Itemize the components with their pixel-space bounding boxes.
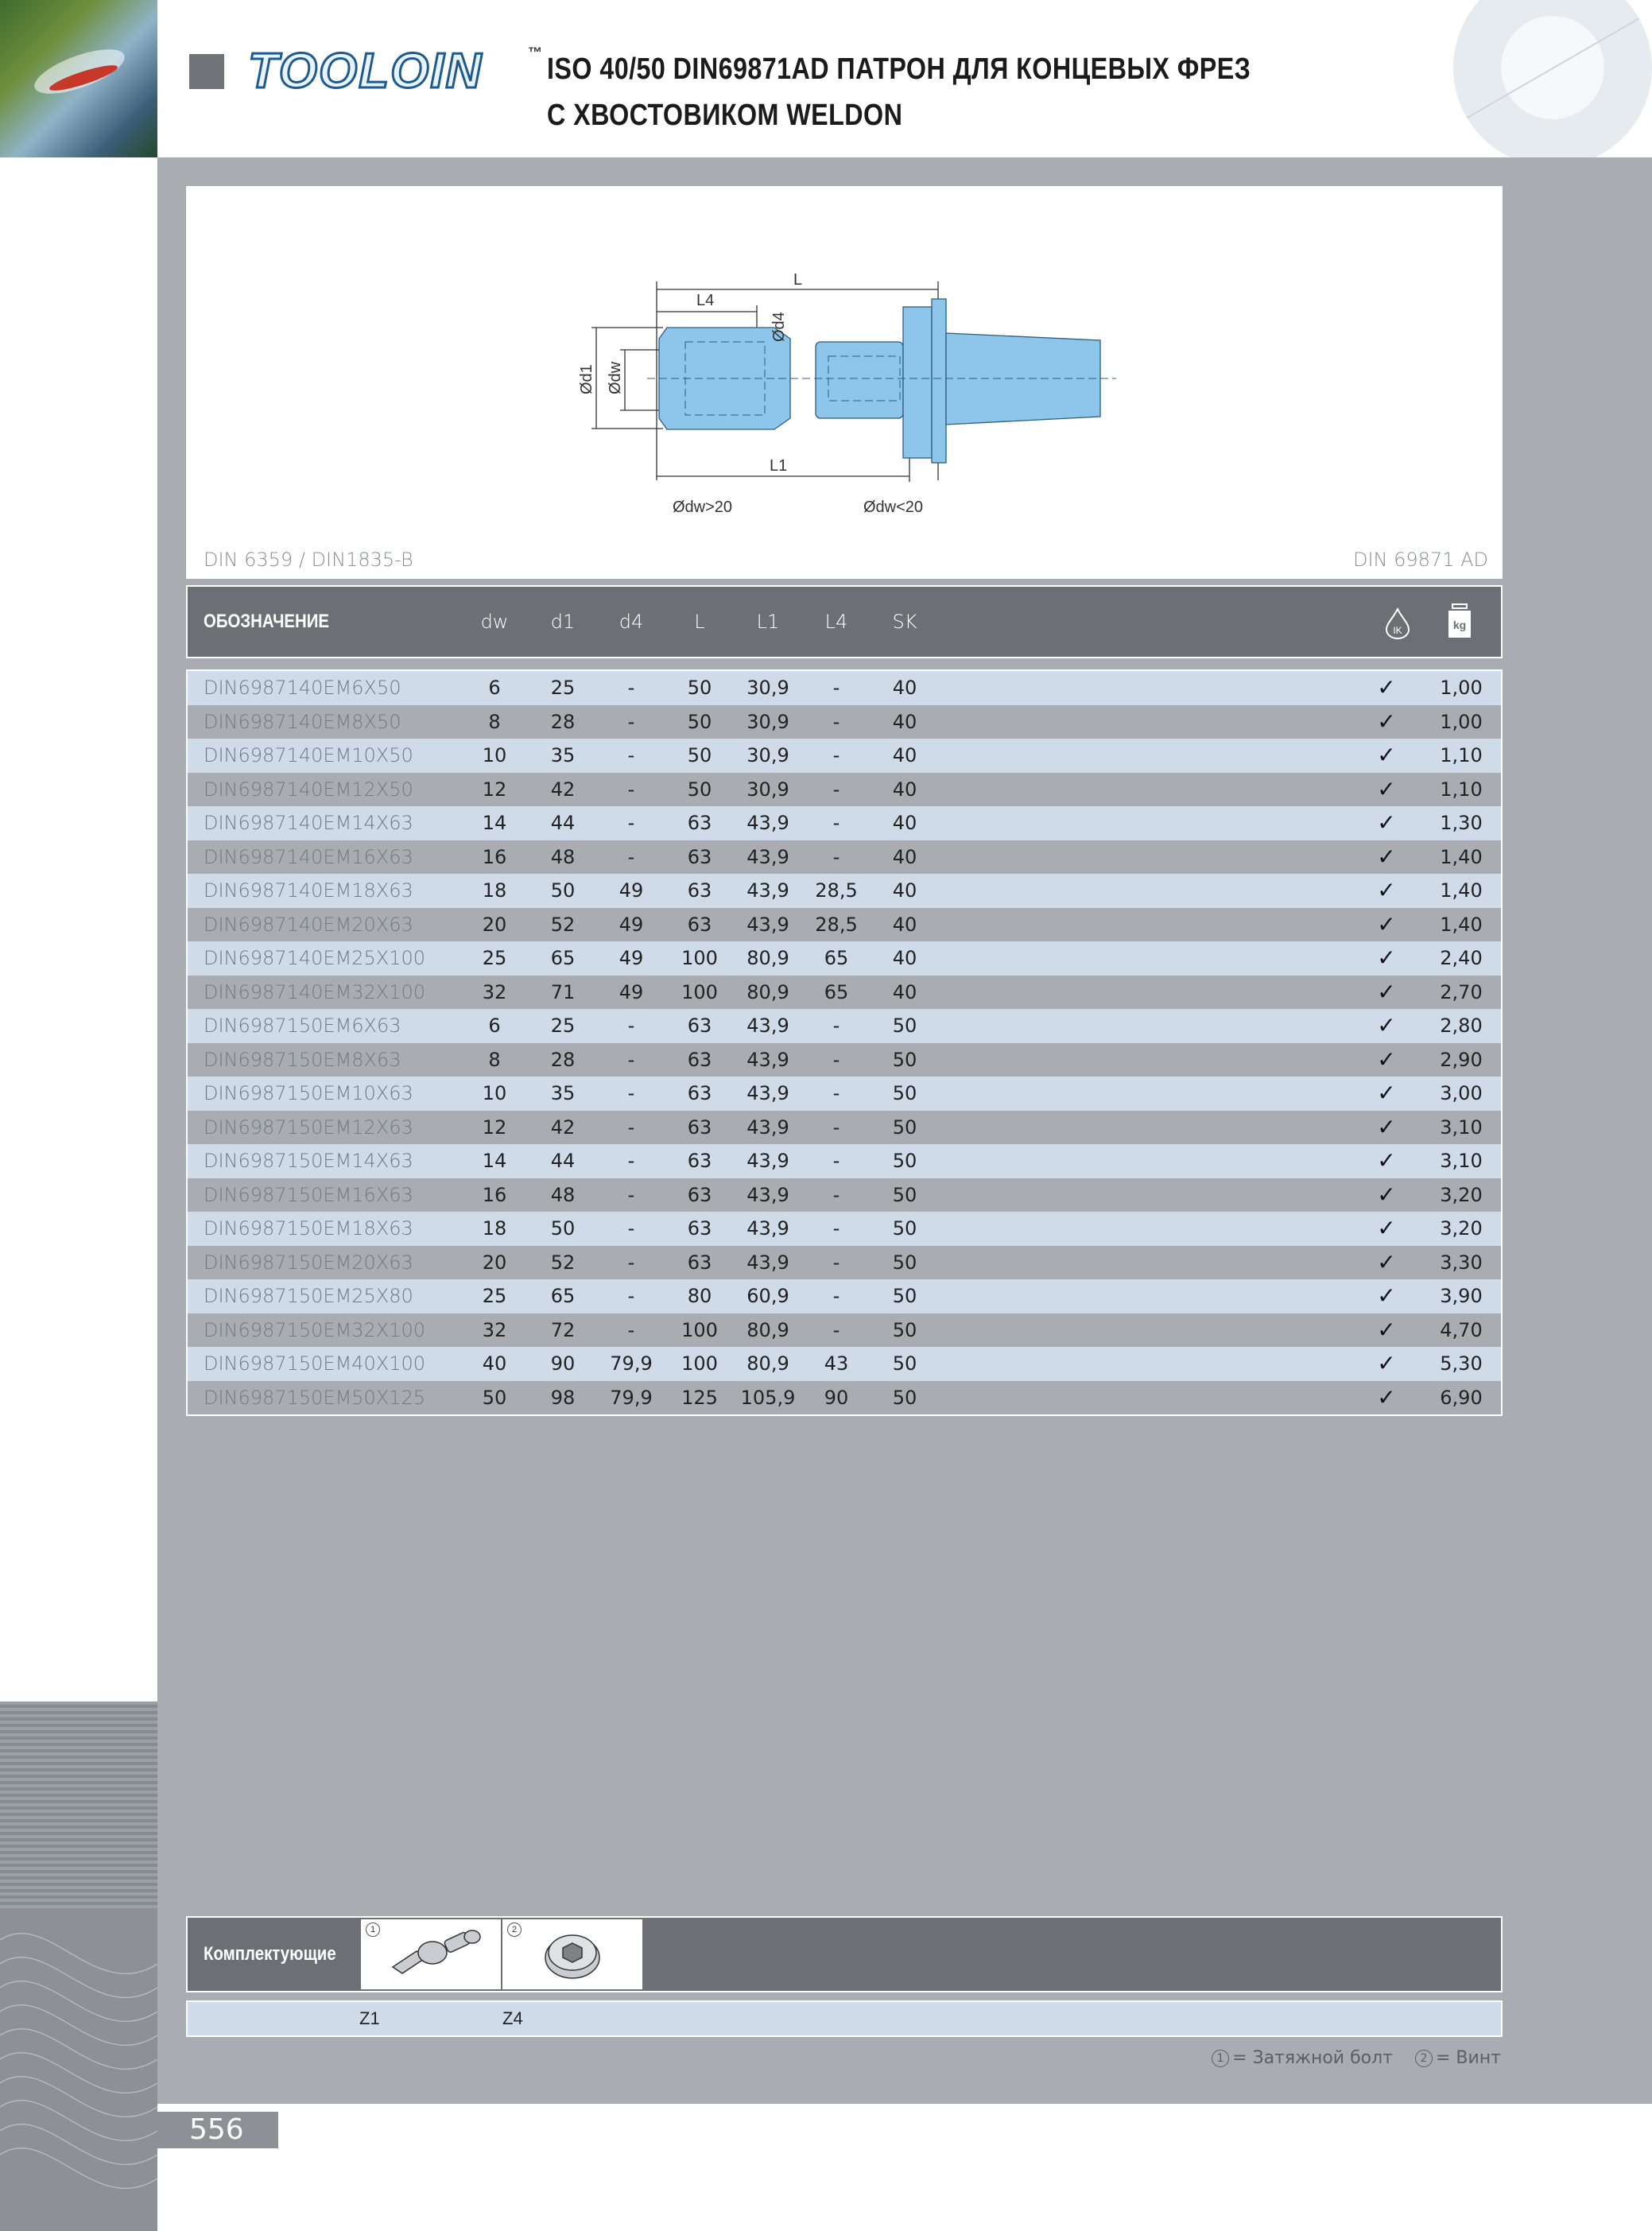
cell-l1: 43,9 — [747, 1183, 789, 1206]
cell-l1: 43,9 — [747, 913, 789, 936]
cell-designation: DIN6987140EM25X100 — [204, 947, 426, 969]
accessory-code-1: Z1 — [359, 2008, 380, 2028]
holder-flange — [903, 307, 932, 458]
cell-sk: 50 — [892, 1285, 917, 1307]
cell-l: 50 — [687, 778, 712, 801]
cell-l1: 43,9 — [747, 1082, 789, 1104]
drawing-label-dw-gt20: Ødw>20 — [673, 499, 733, 516]
cell-d4: - — [627, 1150, 635, 1172]
cell-l4: - — [832, 677, 840, 699]
cell-l1: 80,9 — [747, 980, 789, 1003]
cell-check: ✓ — [1377, 1383, 1396, 1410]
cell-l4: - — [832, 1015, 840, 1037]
drawing-label-L4: L4 — [696, 292, 715, 309]
cell-sk: 50 — [892, 1386, 917, 1409]
cell-check: ✓ — [1377, 1282, 1396, 1309]
table-row — [188, 1347, 1501, 1381]
cell-l1: 80,9 — [747, 1352, 789, 1375]
cell-dw: 8 — [488, 1048, 501, 1071]
cell-check: ✓ — [1377, 674, 1396, 700]
cell-l4: - — [832, 1217, 840, 1240]
accessories-label: Комплектующие — [204, 1943, 336, 1965]
column-header-SK: SK — [892, 611, 917, 633]
cell-designation: DIN6987150EM50X125 — [204, 1386, 426, 1409]
cell-l1: 30,9 — [747, 744, 789, 766]
cell-l: 50 — [687, 710, 712, 733]
cell-d4: - — [627, 1082, 635, 1104]
cell-l: 100 — [681, 947, 718, 969]
holder-drawing-svg — [186, 186, 1503, 579]
cell-l: 50 — [687, 744, 712, 766]
cell-sk: 40 — [892, 744, 917, 766]
legend-text-2: = Винт — [1435, 2048, 1501, 2068]
cell-d4: - — [627, 1318, 635, 1341]
cell-d4: - — [627, 1285, 635, 1307]
accessory-legend — [1212, 2048, 1501, 2068]
standard-right-label: DIN 69871 AD — [1352, 549, 1488, 571]
cell-designation: DIN6987150EM14X63 — [204, 1150, 413, 1172]
cell-check: ✓ — [1377, 1046, 1396, 1073]
column-header-L1: L1 — [756, 611, 780, 633]
cell-d4: - — [627, 710, 635, 733]
cell-l: 63 — [687, 1150, 712, 1172]
cell-designation: DIN6987150EM6X63 — [204, 1015, 401, 1037]
cell-kg: 1,40 — [1440, 879, 1483, 902]
table-row — [188, 806, 1501, 840]
column-header-L: L — [694, 611, 705, 633]
cell-kg: 1,00 — [1440, 677, 1483, 699]
legend-number-2: 2 — [1415, 2050, 1433, 2067]
cell-l1: 43,9 — [747, 1150, 789, 1172]
cell-l4: - — [832, 1285, 840, 1307]
cell-designation: DIN6987140EM18X63 — [204, 879, 413, 902]
cell-dw: 12 — [482, 1116, 507, 1139]
cell-kg: 4,70 — [1440, 1318, 1483, 1341]
cell-l4: - — [832, 845, 840, 868]
cell-dw: 32 — [482, 980, 507, 1003]
table-row — [188, 874, 1501, 908]
cell-designation: DIN6987140EM20X63 — [204, 913, 413, 936]
cell-sk: 50 — [892, 1217, 917, 1240]
cell-designation: DIN6987150EM18X63 — [204, 1217, 413, 1240]
cell-l4: 28,5 — [815, 879, 858, 902]
cell-d1: 65 — [550, 1285, 576, 1307]
column-header-dw: dw — [480, 611, 509, 633]
cell-d4: - — [627, 1183, 635, 1206]
table-row — [188, 941, 1501, 976]
cell-check: ✓ — [1377, 877, 1396, 903]
table-row — [188, 1279, 1501, 1313]
cell-kg: 3,90 — [1440, 1285, 1483, 1307]
cell-dw: 16 — [482, 845, 507, 868]
cell-sk: 50 — [892, 1116, 917, 1139]
cell-d4: 49 — [619, 913, 644, 936]
cell-sk: 40 — [892, 677, 917, 699]
cell-kg: 2,70 — [1440, 980, 1483, 1003]
cell-sk: 40 — [892, 812, 917, 834]
technical-drawing — [186, 186, 1503, 579]
cell-l4: - — [832, 1116, 840, 1139]
cell-l4: - — [832, 1183, 840, 1206]
accessories-panel — [186, 1916, 1503, 1992]
cell-l1: 43,9 — [747, 1015, 789, 1037]
table-row — [188, 739, 1501, 773]
cell-dw: 18 — [482, 879, 507, 902]
cell-l1: 30,9 — [747, 778, 789, 801]
cell-check: ✓ — [1377, 708, 1396, 735]
cell-l1: 105,9 — [740, 1386, 796, 1409]
drawing-label-L1: L1 — [770, 457, 788, 475]
cell-kg: 1,10 — [1440, 744, 1483, 766]
cell-check: ✓ — [1377, 1181, 1396, 1208]
accessory-slot-1 — [361, 1919, 502, 1989]
cell-d1: 48 — [550, 845, 576, 868]
cell-dw: 25 — [482, 947, 507, 969]
cell-dw: 6 — [488, 1015, 501, 1037]
cell-l4: - — [832, 1318, 840, 1341]
cell-l4: - — [832, 1251, 840, 1274]
cell-sk: 40 — [892, 980, 917, 1003]
cell-l: 63 — [687, 845, 712, 868]
legend-number-1: 1 — [1212, 2050, 1229, 2067]
cell-sk: 50 — [892, 1015, 917, 1037]
cell-sk: 40 — [892, 710, 917, 733]
cell-d4: 79,9 — [610, 1386, 653, 1409]
cell-l: 80 — [687, 1285, 712, 1307]
cell-d1: 48 — [550, 1183, 576, 1206]
coolant-icon — [1383, 607, 1412, 639]
cell-d1: 44 — [550, 812, 576, 834]
cell-sk: 40 — [892, 778, 917, 801]
cell-check: ✓ — [1377, 809, 1396, 836]
cell-check: ✓ — [1377, 1080, 1396, 1106]
drawing-label-d1: Ød1 — [578, 364, 595, 394]
table-row — [188, 1381, 1501, 1415]
cell-designation: DIN6987150EM20X63 — [204, 1251, 413, 1274]
cell-check: ✓ — [1377, 742, 1396, 768]
cell-check: ✓ — [1377, 1147, 1396, 1174]
cell-dw: 8 — [488, 710, 501, 733]
cell-l1: 30,9 — [747, 677, 789, 699]
cell-l1: 43,9 — [747, 845, 789, 868]
cell-l4: 43 — [824, 1352, 849, 1375]
table-row — [188, 976, 1501, 1010]
cell-d4: - — [627, 845, 635, 868]
cell-d4: 49 — [619, 879, 644, 902]
cell-d1: 90 — [550, 1352, 576, 1375]
header-square-marker — [189, 54, 224, 89]
cell-l1: 43,9 — [747, 1116, 789, 1139]
cell-l4: - — [832, 1048, 840, 1071]
cell-l: 63 — [687, 1251, 712, 1274]
cell-designation: DIN6987140EM8X50 — [204, 710, 401, 733]
cell-l: 63 — [687, 879, 712, 902]
cell-designation: DIN6987140EM6X50 — [204, 677, 401, 699]
cell-l4: - — [832, 812, 840, 834]
cell-check: ✓ — [1377, 1012, 1396, 1038]
cell-designation: DIN6987150EM32X100 — [204, 1318, 426, 1341]
drawing-label-dw-lt20: Ødw<20 — [863, 499, 924, 516]
cell-dw: 10 — [482, 744, 507, 766]
cell-check: ✓ — [1377, 978, 1396, 1005]
cell-l1: 80,9 — [747, 1318, 789, 1341]
cell-sk: 50 — [892, 1318, 917, 1341]
cell-kg: 1,00 — [1440, 710, 1483, 733]
cell-l4: 65 — [824, 980, 849, 1003]
decorative-circle — [1453, 0, 1652, 167]
column-header-d1: d1 — [550, 611, 576, 633]
cell-check: ✓ — [1377, 1215, 1396, 1241]
cell-d1: 52 — [550, 1251, 576, 1274]
cell-l1: 80,9 — [747, 947, 789, 969]
cell-sk: 50 — [892, 1183, 917, 1206]
cell-dw: 40 — [482, 1352, 507, 1375]
cell-d4: 79,9 — [610, 1352, 653, 1375]
cell-l4: - — [832, 778, 840, 801]
cell-d4: - — [627, 1251, 635, 1274]
accessory-slot-2 — [502, 1919, 644, 1989]
table-row — [188, 671, 1501, 705]
cell-kg: 1,40 — [1440, 845, 1483, 868]
set-screw-icon — [502, 1919, 642, 1989]
cell-kg: 3,10 — [1440, 1150, 1483, 1172]
legend-text-1: = Затяжной болт — [1232, 2048, 1393, 2068]
cell-d4: - — [627, 744, 635, 766]
cell-sk: 40 — [892, 845, 917, 868]
cell-l4: 65 — [824, 947, 849, 969]
accessory-codes-row — [186, 2000, 1503, 2037]
accessory-number-1: 1 — [366, 1923, 380, 1937]
header-photo — [0, 0, 157, 157]
drawing-label-d4: Ød4 — [770, 312, 788, 342]
cell-kg: 2,90 — [1440, 1048, 1483, 1071]
cell-designation: DIN6987140EM10X50 — [204, 744, 413, 766]
page-number: 556 — [157, 2112, 278, 2148]
page-title-line1: ISO 40/50 DIN69871AD ПАТРОН ДЛЯ КОНЦЕВЫХ ФРЕЗ — [547, 52, 1251, 86]
cell-d4: - — [627, 1048, 635, 1071]
cell-kg: 5,30 — [1440, 1352, 1483, 1375]
cell-d1: 42 — [550, 778, 576, 801]
cell-designation: DIN6987140EM32X100 — [204, 980, 426, 1003]
cell-d1: 50 — [550, 879, 576, 902]
weight-icon — [1447, 603, 1472, 641]
cell-d4: - — [627, 677, 635, 699]
cell-kg: 1,30 — [1440, 812, 1483, 834]
cell-check: ✓ — [1377, 1248, 1396, 1275]
cell-l: 100 — [681, 1318, 718, 1341]
cell-designation: DIN6987140EM16X63 — [204, 845, 413, 868]
page-title-line2: С ХВОСТОВИКОМ WELDON — [547, 99, 903, 132]
cell-l4: - — [832, 744, 840, 766]
cell-kg: 3,00 — [1440, 1082, 1483, 1104]
cell-kg: 3,20 — [1440, 1183, 1483, 1206]
cell-d1: 50 — [550, 1217, 576, 1240]
cell-dw: 20 — [482, 913, 507, 936]
column-header-d4: d4 — [619, 611, 644, 633]
cell-kg: 1,40 — [1440, 913, 1483, 936]
drawing-label-L: L — [793, 271, 803, 289]
trademark-symbol: ™ — [528, 45, 542, 60]
cell-check: ✓ — [1377, 910, 1396, 937]
cell-l1: 43,9 — [747, 812, 789, 834]
table-row — [188, 1077, 1501, 1111]
cell-d4: - — [627, 778, 635, 801]
cell-l: 63 — [687, 913, 712, 936]
cell-dw: 20 — [482, 1251, 507, 1274]
cell-d1: 71 — [550, 980, 576, 1003]
cell-d1: 65 — [550, 947, 576, 969]
cell-sk: 40 — [892, 879, 917, 902]
cell-l: 63 — [687, 812, 712, 834]
cell-sk: 50 — [892, 1048, 917, 1071]
pull-stud-icon — [361, 1919, 501, 1989]
cell-check: ✓ — [1377, 775, 1396, 802]
cell-l: 100 — [681, 980, 718, 1003]
cell-d4: - — [627, 1116, 635, 1139]
cell-designation: DIN6987140EM12X50 — [204, 778, 413, 801]
table-row — [188, 1212, 1501, 1246]
cell-d4: - — [627, 1015, 635, 1037]
cell-dw: 32 — [482, 1318, 507, 1341]
cell-l4: - — [832, 1082, 840, 1104]
cell-d1: 35 — [550, 1082, 576, 1104]
cell-d1: 72 — [550, 1318, 576, 1341]
cell-dw: 16 — [482, 1183, 507, 1206]
cell-kg: 6,90 — [1440, 1386, 1483, 1409]
product-table — [186, 669, 1503, 1416]
cell-designation: DIN6987150EM25X80 — [204, 1285, 413, 1307]
cell-designation: DIN6987150EM16X63 — [204, 1183, 413, 1206]
table-row — [188, 1246, 1501, 1280]
table-row — [188, 1009, 1501, 1043]
cell-kg: 3,20 — [1440, 1217, 1483, 1240]
cell-sk: 50 — [892, 1082, 917, 1104]
wave-lines — [0, 1701, 157, 2231]
cell-d1: 44 — [550, 1150, 576, 1172]
cell-dw: 10 — [482, 1082, 507, 1104]
cell-d4: - — [627, 1217, 635, 1240]
brand-logo: TOOLOIN — [248, 44, 483, 99]
cell-d1: 42 — [550, 1116, 576, 1139]
cell-check: ✓ — [1377, 843, 1396, 870]
table-row — [188, 840, 1501, 875]
cell-sk: 50 — [892, 1352, 917, 1375]
cell-l1: 30,9 — [747, 710, 789, 733]
cell-designation: DIN6987150EM8X63 — [204, 1048, 401, 1071]
cell-kg: 3,10 — [1440, 1116, 1483, 1139]
cell-d4: - — [627, 812, 635, 834]
cell-l4: 90 — [824, 1386, 849, 1409]
holder-flange-ring — [932, 299, 946, 463]
cell-dw: 25 — [482, 1285, 507, 1307]
cell-dw: 14 — [482, 812, 507, 834]
table-row — [188, 705, 1501, 739]
drawing-label-dw: Ødw — [607, 361, 624, 394]
cell-d1: 28 — [550, 710, 576, 733]
cell-l: 125 — [681, 1386, 718, 1409]
cell-d1: 98 — [550, 1386, 576, 1409]
cell-l1: 60,9 — [747, 1285, 789, 1307]
column-header-name: ОБОЗНАЧЕНИЕ — [204, 611, 330, 632]
cell-l: 63 — [687, 1082, 712, 1104]
cell-designation: DIN6987150EM10X63 — [204, 1082, 413, 1104]
cell-designation: DIN6987140EM14X63 — [204, 812, 413, 834]
cell-l: 100 — [681, 1352, 718, 1375]
cell-dw: 6 — [488, 677, 501, 699]
cell-check: ✓ — [1377, 1316, 1396, 1343]
cell-sk: 50 — [892, 1251, 917, 1274]
cell-kg: 3,30 — [1440, 1251, 1483, 1274]
table-row — [188, 1111, 1501, 1145]
cell-l: 63 — [687, 1217, 712, 1240]
cell-dw: 12 — [482, 778, 507, 801]
cell-kg: 1,10 — [1440, 778, 1483, 801]
cell-l: 50 — [687, 677, 712, 699]
coolant-icon-label: IK — [1393, 625, 1402, 636]
decorative-wave-block — [0, 1701, 157, 2231]
cell-l4: - — [832, 1150, 840, 1172]
weight-icon-label: kg — [1452, 619, 1467, 631]
cell-kg: 2,40 — [1440, 947, 1483, 969]
cell-designation: DIN6987150EM12X63 — [204, 1116, 413, 1139]
table-row — [188, 1178, 1501, 1212]
column-header-L4: L4 — [824, 611, 848, 633]
cell-dw: 50 — [482, 1386, 507, 1409]
table-row — [188, 908, 1501, 942]
cell-sk: 50 — [892, 1150, 917, 1172]
cell-l4: 28,5 — [815, 913, 858, 936]
cell-sk: 40 — [892, 913, 917, 936]
cell-l: 63 — [687, 1183, 712, 1206]
cell-l1: 43,9 — [747, 1217, 789, 1240]
cell-l1: 43,9 — [747, 879, 789, 902]
cell-l: 63 — [687, 1048, 712, 1071]
cell-l1: 43,9 — [747, 1048, 789, 1071]
cell-l4: - — [832, 710, 840, 733]
accessory-number-2: 2 — [507, 1923, 522, 1937]
table-row — [188, 1043, 1501, 1077]
cell-check: ✓ — [1377, 1113, 1396, 1140]
cell-d1: 25 — [550, 1015, 576, 1037]
cell-kg: 2,80 — [1440, 1015, 1483, 1037]
cell-dw: 18 — [482, 1217, 507, 1240]
cell-sk: 40 — [892, 947, 917, 969]
accessory-code-2: Z4 — [502, 2008, 523, 2028]
cell-designation: DIN6987150EM40X100 — [204, 1352, 426, 1375]
cell-l1: 43,9 — [747, 1251, 789, 1274]
cell-d1: 35 — [550, 744, 576, 766]
standard-left-label: DIN 6359 / DIN1835-B — [204, 549, 413, 571]
cell-l: 63 — [687, 1116, 712, 1139]
table-row — [188, 1313, 1501, 1348]
cell-d4: 49 — [619, 980, 644, 1003]
table-row — [188, 1144, 1501, 1178]
cell-d1: 52 — [550, 913, 576, 936]
cell-check: ✓ — [1377, 945, 1396, 971]
table-header — [186, 585, 1503, 658]
cell-check: ✓ — [1377, 1350, 1396, 1376]
cell-d1: 25 — [550, 677, 576, 699]
cell-d1: 28 — [550, 1048, 576, 1071]
cell-d4: 49 — [619, 947, 644, 969]
cell-dw: 14 — [482, 1150, 507, 1172]
cell-l: 63 — [687, 1015, 712, 1037]
table-row — [188, 773, 1501, 807]
